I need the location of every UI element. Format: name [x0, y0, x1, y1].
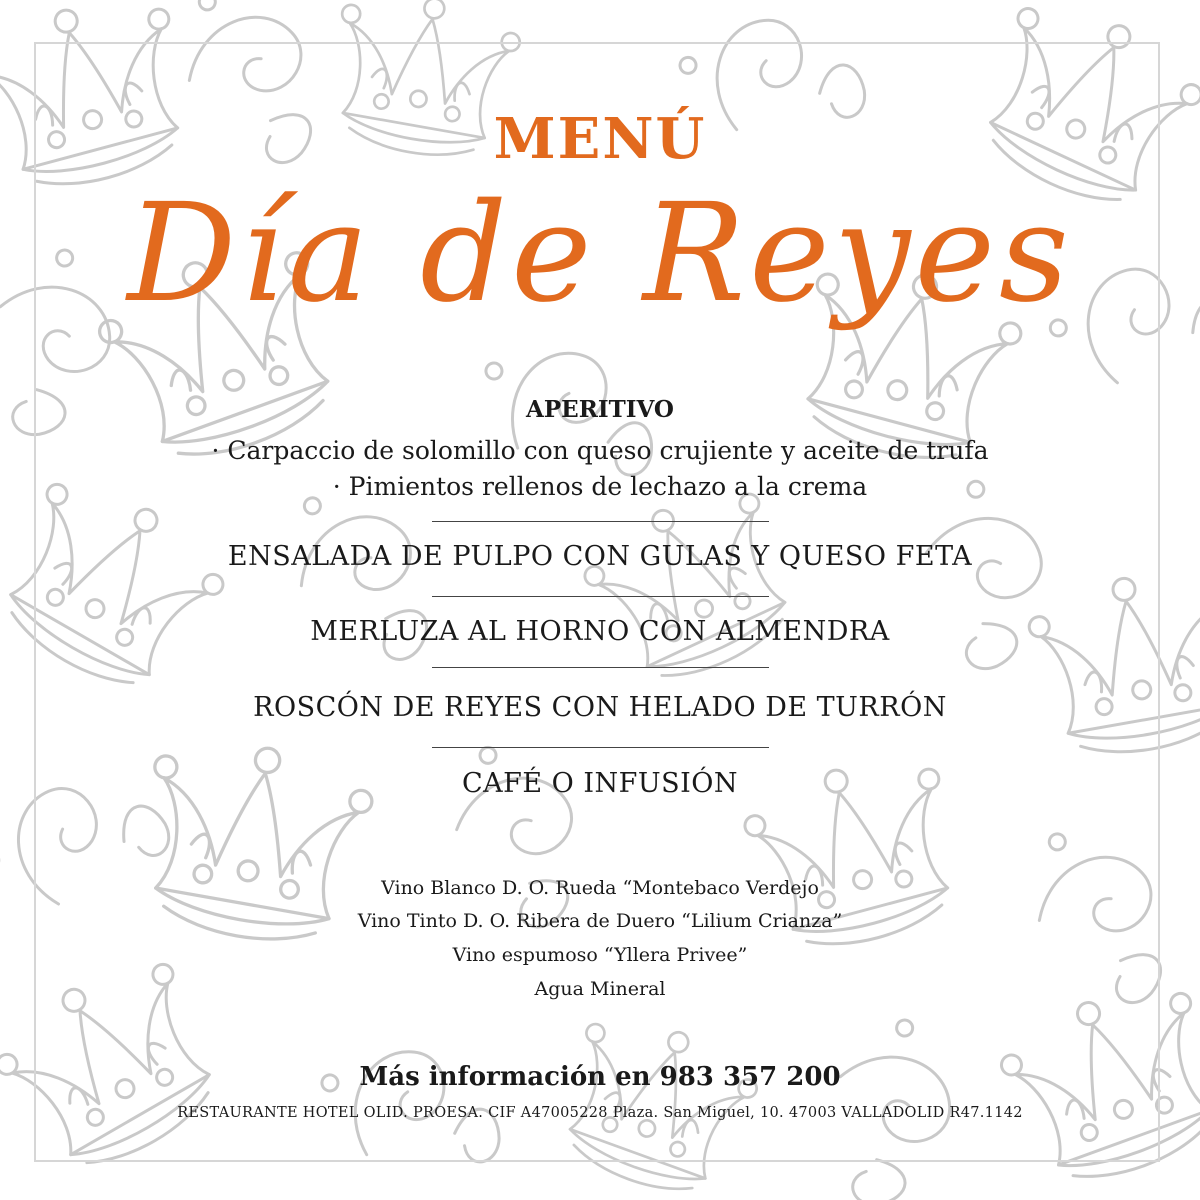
drink-item: Vino Tinto D. O. Ribera de Duero “Lilium Crianza” — [357, 910, 843, 932]
drink-item: Vino espumoso “Yllera Privee” — [452, 944, 748, 966]
aperitivo-title: APERITIVO — [526, 396, 674, 423]
menu-title: Día de Reyes — [127, 175, 1073, 333]
legal-footer: RESTAURANTE HOTEL OLID. PROESA. CIF A47005228 Plaza. San Miguel, 10. 47003 VALLADOLID R47.1142 — [177, 1105, 1023, 1121]
course-item: ROSCÓN DE REYES CON HELADO DE TURRÓN — [253, 692, 947, 723]
course-item: MERLUZA AL HORNO CON ALMENDRA — [310, 616, 890, 647]
aperitivo-item: · Carpaccio de solomillo con queso crujiente y aceite de trufa — [211, 436, 989, 465]
divider — [432, 667, 769, 668]
drink-item: Agua Mineral — [534, 978, 666, 1000]
drink-item: Vino Blanco D. O. Rueda “Montebaco Verdejo — [381, 877, 819, 899]
divider — [432, 596, 769, 597]
divider — [432, 521, 769, 522]
course-item: ENSALADA DE PULPO CON GULAS Y QUESO FETA — [227, 541, 973, 572]
menu-heading: MENÚ — [493, 106, 707, 172]
contact-info: Más información en 983 357 200 — [359, 1062, 841, 1092]
divider — [432, 747, 769, 748]
aperitivo-item: · Pimientos rellenos de lechazo a la crema — [332, 472, 868, 501]
course-item: CAFÉ O INFUSIÓN — [461, 768, 739, 799]
